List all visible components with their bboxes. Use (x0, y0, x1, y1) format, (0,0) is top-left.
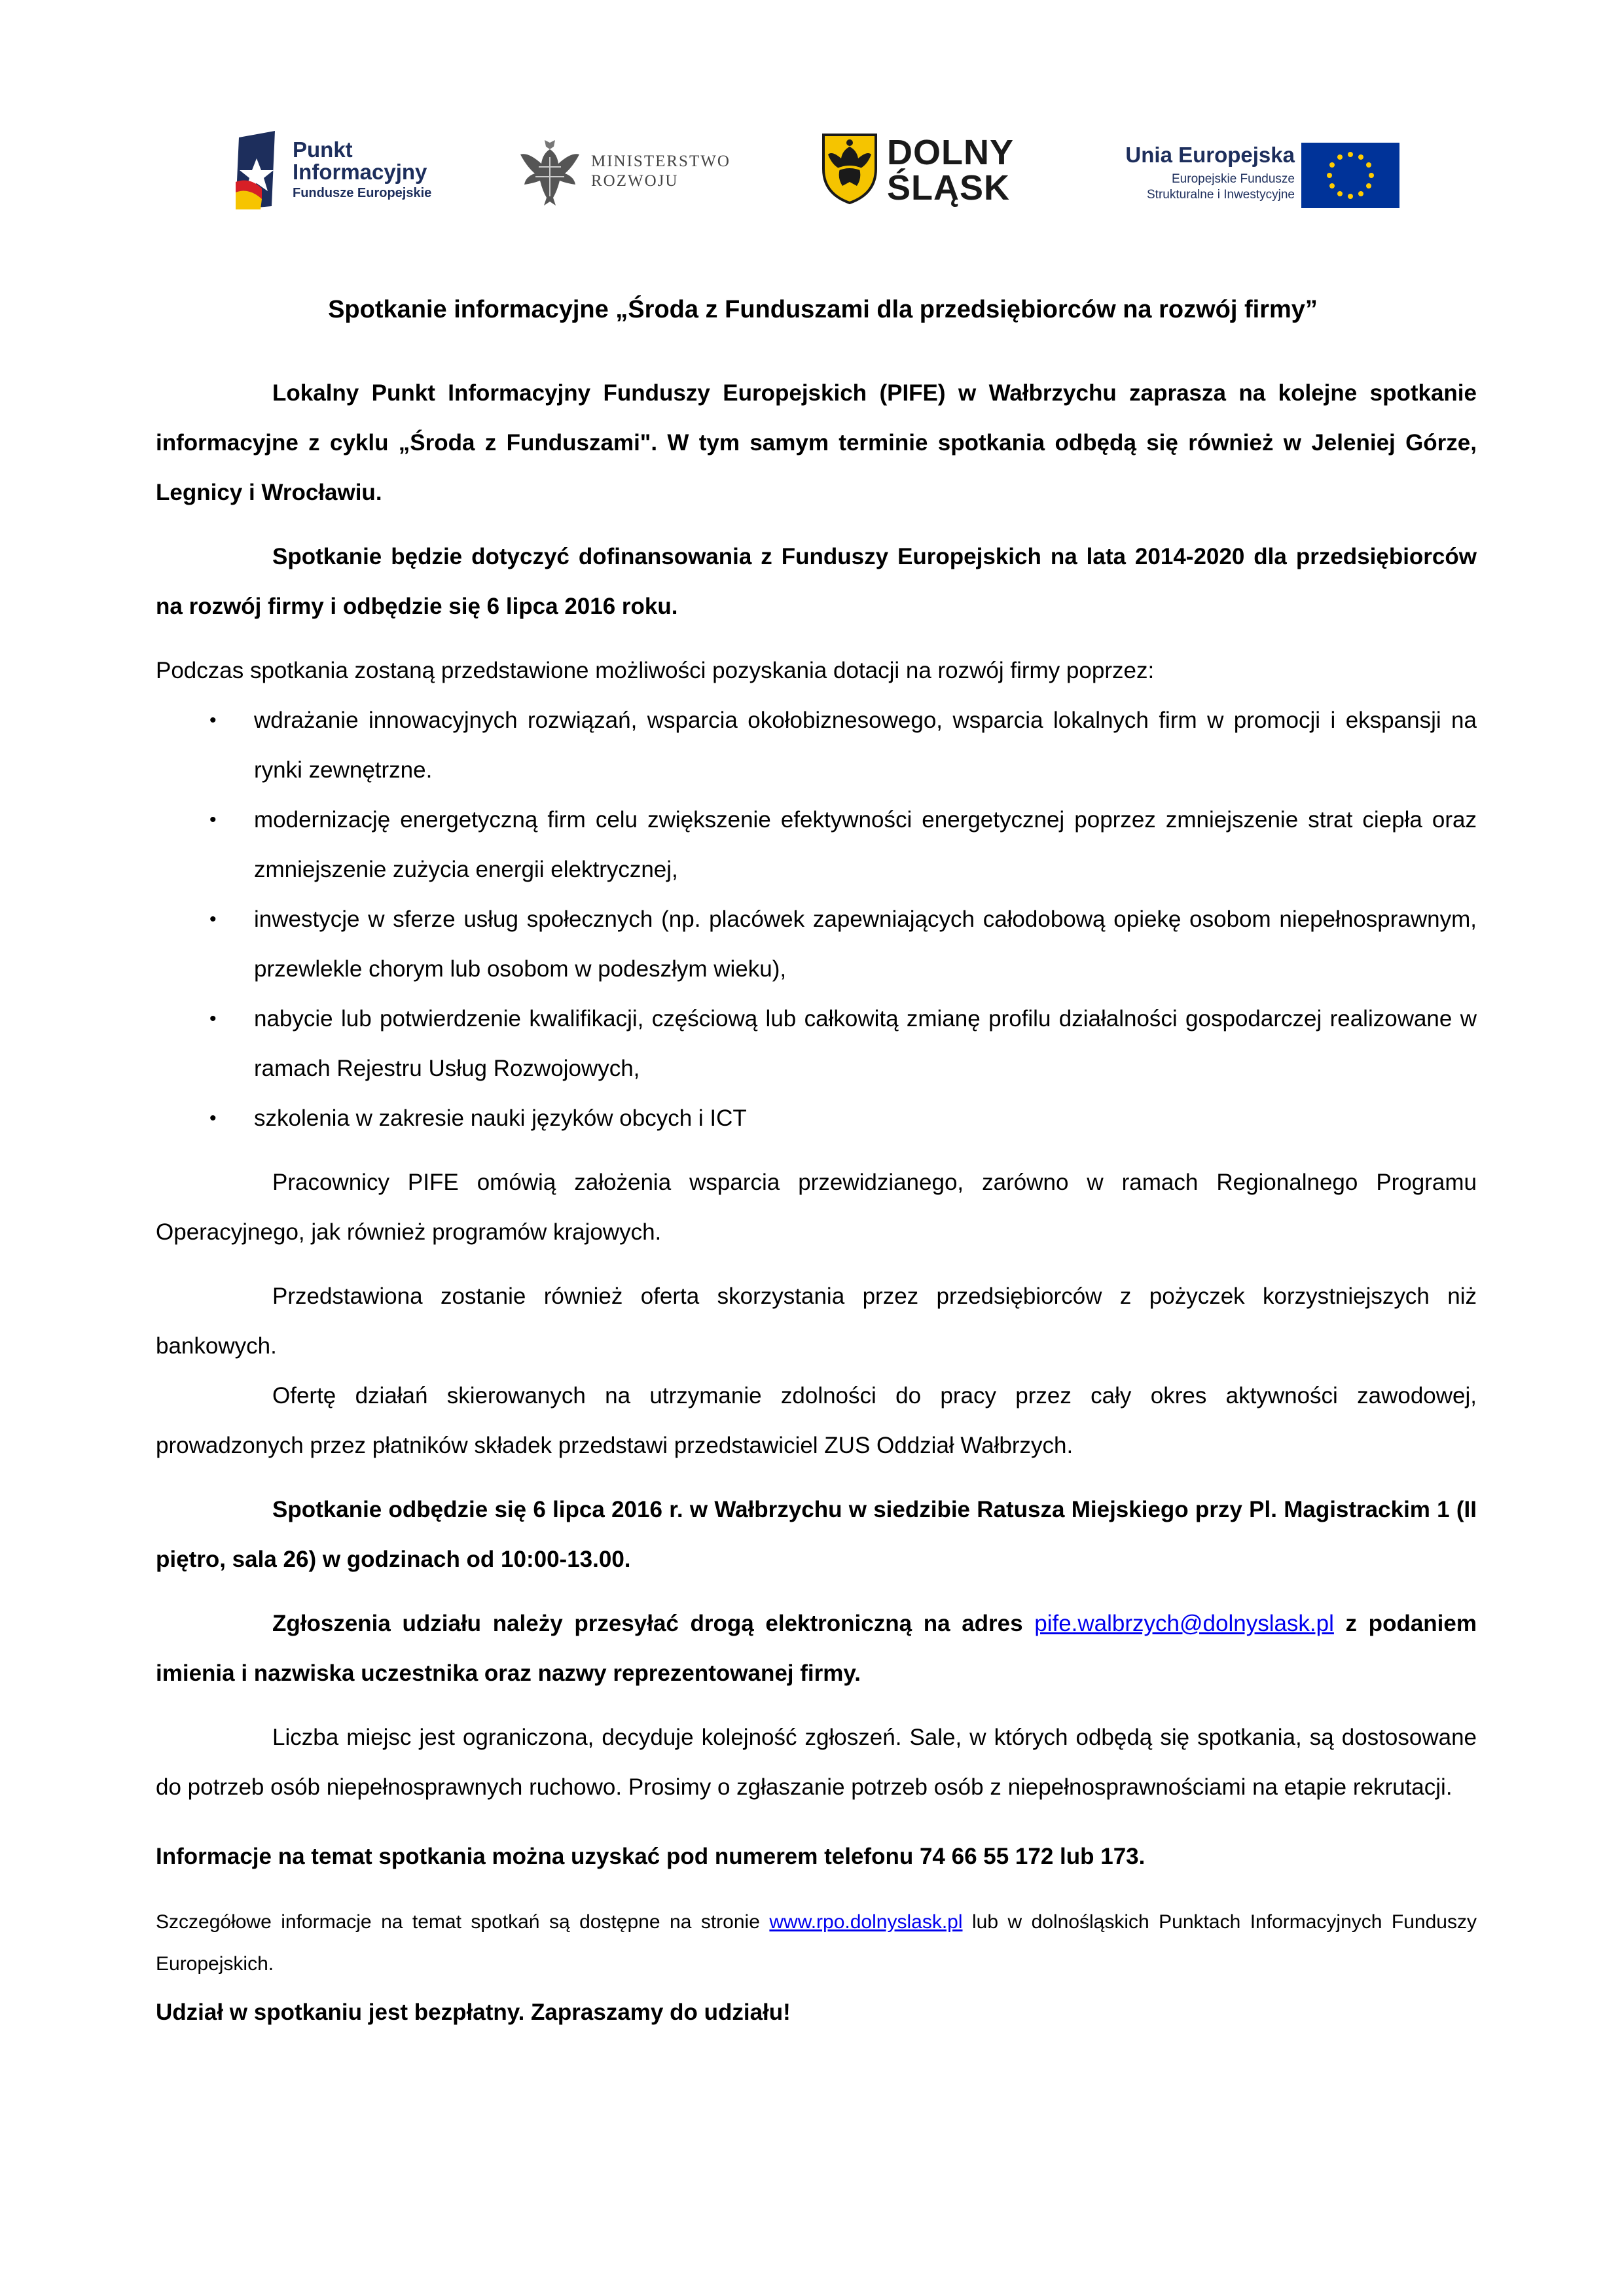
phone-info: Informacje na temat spotkania można uzyskać pod numerem telefonu 74 66 55 172 lub 173. (156, 1844, 1146, 1869)
registration-text: Zgłoszenia udziału należy przesyłać drogą elektroniczną na adres (272, 1611, 1035, 1636)
dolny-line2: ŚLĄSK (887, 168, 1011, 207)
capacity-paragraph: Liczba miejsc jest ograniczona, decyduje kolejność zgłoszeń. Sale, w których odbędą się spotkania, są dostosowane do potrzeb osób niepełnosprawnych ruchowo. Prosimy o zgłaszanie potrzeb osób z niepełnosprawnościami na etapie rekrutacji. (156, 1725, 1477, 1800)
pife-star-icon (236, 131, 288, 209)
bullet-icon: • (209, 1008, 217, 1030)
ue-line2: Strukturalne i Inwestycyjne (1147, 188, 1295, 202)
venue-paragraph: Spotkanie odbędzie się 6 lipca 2016 r. w Wałbrzychu w siedzibie Ratusza Miejskiego przy Pl. Magistrackim 1 (II piętro, sala 26) w godzinach od 10:00-13.00. (156, 1497, 1477, 1572)
details-paragraph (156, 1901, 1477, 1985)
closing-line: Udział w spotkaniu jest bezpłatny. Zapraszamy do udziału! (156, 2000, 791, 2025)
zus-paragraph: Ofertę działań skierowanych na utrzymanie zdolności do pracy przez cały okres aktywności zawodowej, prowadzonych przez płatników składek przedstawi przedstawiciel ZUS Oddział Wałbrzych. (156, 1383, 1477, 1458)
ue-title: Unia Europejska (1125, 143, 1295, 167)
bullet-icon: • (209, 809, 217, 831)
loan-paragraph: Przedstawiona zostanie również oferta skorzystania przez przedsiębiorców z pożyczek korzystniejszych niż bankowych. (156, 1283, 1477, 1359)
eagle-icon (519, 137, 581, 209)
registration-paragraph (156, 1599, 1477, 1698)
subject-paragraph: Spotkanie będzie dotyczyć dofinansowania z Funduszy Europejskich na lata 2014-2020 dla przedsiębiorców na rozwój firmy i odbędzie się 6 lipca 2016 roku. (156, 544, 1477, 619)
staff-paragraph: Pracownicy PIFE omówią założenia wsparcia przewidzianego, zarówno w ramach Regionalnego Programu Operacyjnego, jak również programów krajowych. (156, 1170, 1477, 1245)
intro-paragraph: Lokalny Punkt Informacyjny Funduszy Europejskich (PIFE) w Wałbrzychu zaprasza na kolejne spotkanie informacyjne z cyklu „Środa z Funduszami". W tym samym terminie spotkania odbędą się również w Jeleniej Górze, Legnicy i Wrocławiu. (156, 380, 1477, 505)
ministry-line2: ROZWOJU (591, 172, 679, 190)
list-item: • modernizację energetyczną firm celu zwiększenie efektywności energetycznej poprzez zmniejszenie strat ciepła oraz zmniejszenie zużycia energii elektrycznej, (156, 795, 1477, 895)
rpo-website-link[interactable]: www.rpo.dolnyslask.pl (769, 1911, 963, 1933)
ministry-line1: MINISTERSTWO (591, 152, 731, 170)
agenda-list (156, 696, 1477, 1143)
eu-flag-icon (1301, 143, 1399, 208)
document-body (156, 291, 1477, 2037)
details-text: Szczegółowe informacje na temat spotkań są dostępne na stronie (156, 1911, 770, 1933)
email-link[interactable]: pife.walbrzych@dolnyslask.pl (1034, 1611, 1334, 1636)
ue-line1: Europejskie Fundusze (1172, 172, 1295, 186)
page-title: Spotkanie informacyjne „Środa z Funduszami dla przedsiębiorców na rozwój firmy” (328, 296, 1318, 323)
pife-line1: Punkt (293, 137, 353, 162)
list-item: • inwestycje w sferze usług społecznych (np. placówek zapewniających całodobową opiekę osobom niepełnosprawnym, przewlekle chorym lub osobom w podeszłym wieku), (156, 895, 1477, 994)
bullet-icon: • (209, 709, 217, 731)
list-item: • wdrażanie innowacyjnych rozwiązań, wsparcia okołobiznesowego, wsparcia lokalnych firm w promocji i ekspansji na rynki zewnętrzne. (156, 696, 1477, 795)
dolny-line1: DOLNY (887, 133, 1014, 172)
dolny-slask-logo (821, 131, 1038, 213)
pife-line2: Informacyjny (293, 160, 427, 184)
pife-line3: Fundusze Europejskie (293, 186, 432, 200)
bullet-icon: • (209, 908, 217, 930)
coat-of-arms-icon (821, 131, 878, 204)
registration-text-after: z podaniem imienia i nazwiska uczestnika oraz nazwy reprezentowanej firmy. (156, 1611, 1477, 1686)
ue-logo (1098, 143, 1406, 215)
agenda-intro: Podczas spotkania zostaną przedstawione możliwości pozyskania dotacji na rozwój firmy poprzez: (156, 658, 1155, 683)
header-logos (0, 124, 1624, 223)
bullet-icon: • (209, 1107, 217, 1129)
list-item: • nabycie lub potwierdzenie kwalifikacji, częściową lub całkowitą zmianę profilu działalności gospodarczej realizowane w ramach Rejestru Usług Rozwojowych, (156, 994, 1477, 1094)
pife-logo (236, 131, 452, 209)
details-text-after: lub w dolnośląskich Punktach Informacyjnych Funduszy Europejskich. (156, 1911, 1477, 1975)
ministry-logo (519, 137, 735, 209)
list-item: • szkolenia w zakresie nauki języków obcych i ICT (156, 1094, 1477, 1143)
